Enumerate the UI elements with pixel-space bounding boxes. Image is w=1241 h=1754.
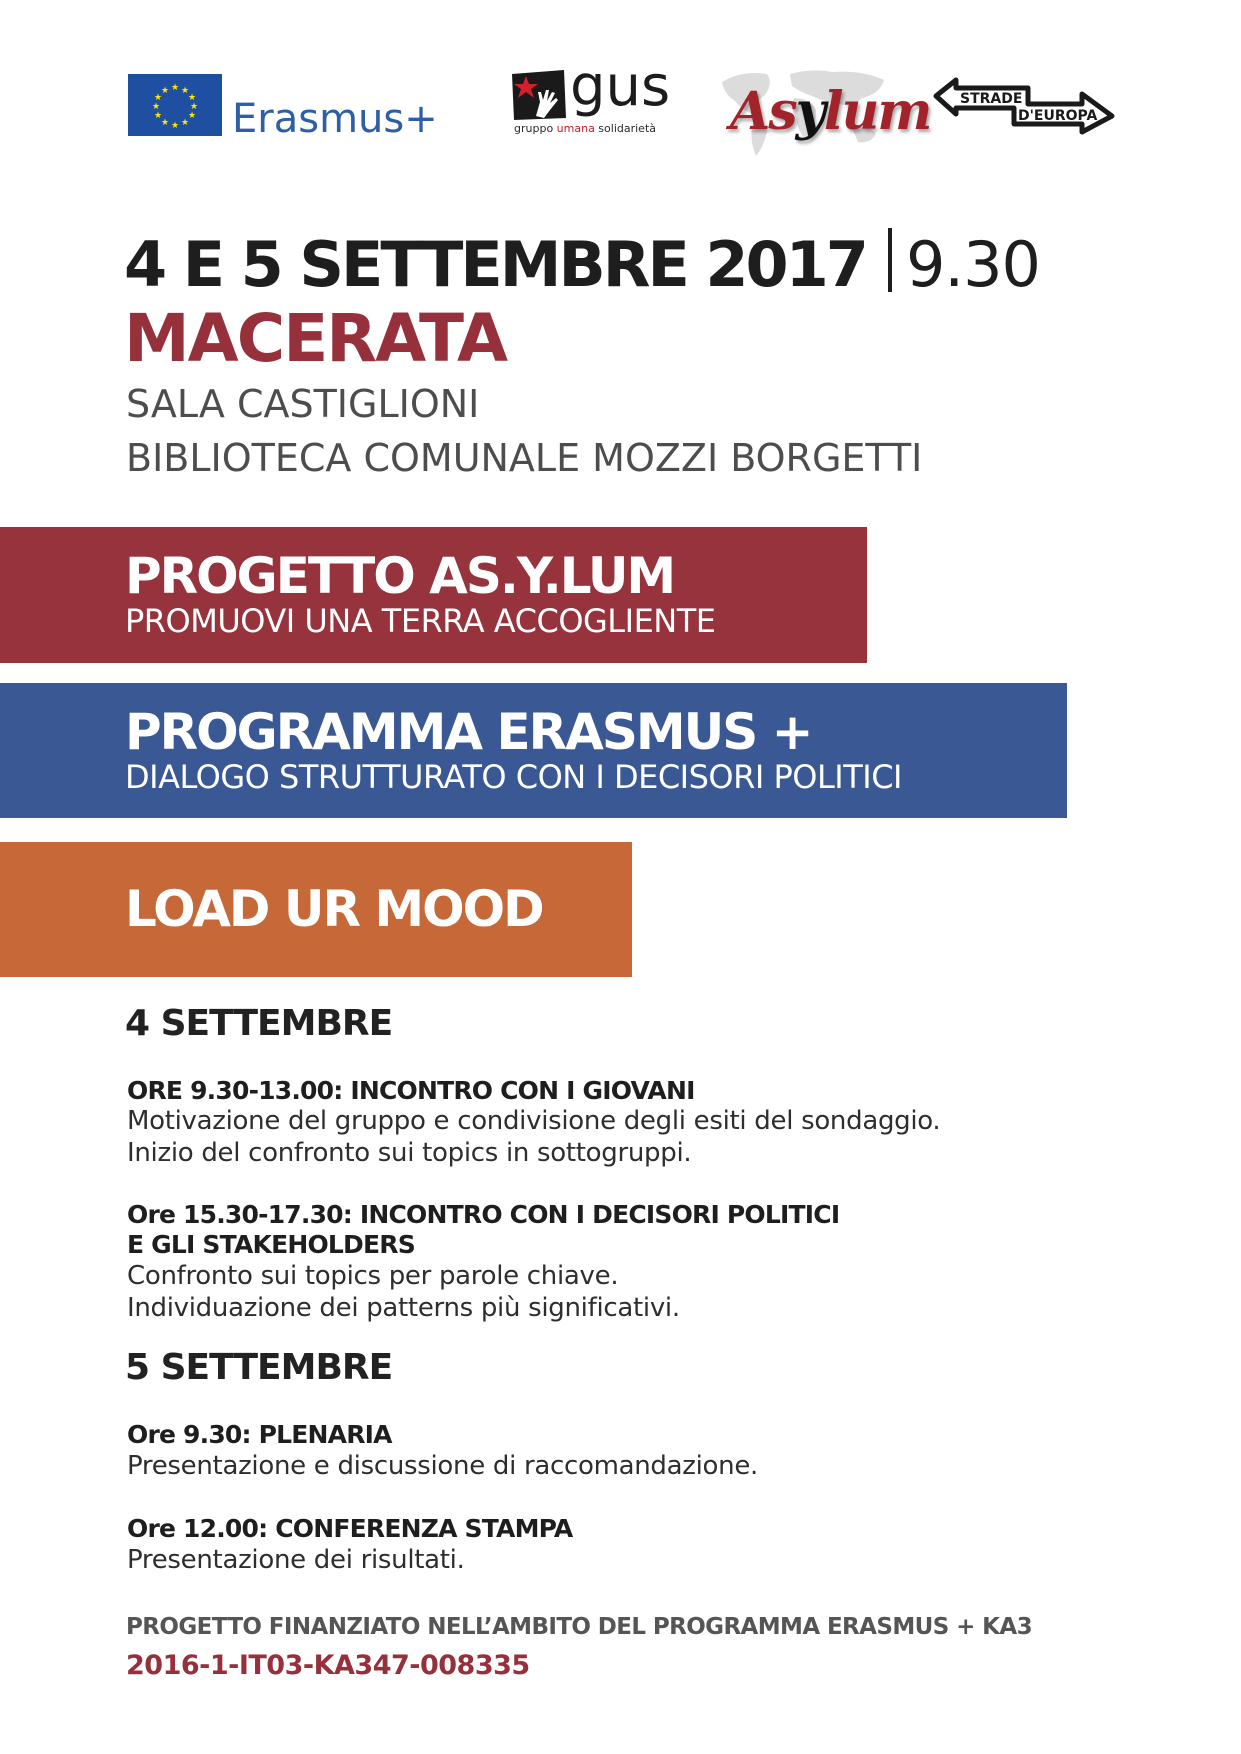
svg-text:D'EUROPA: D'EUROPA [1018,108,1098,124]
eu-flag-icon [128,74,222,136]
svg-text:★: ★ [180,117,190,127]
band-title: LOAD UR MOOD [125,880,543,938]
band-title: PROGETTO AS.Y.LUM [125,547,675,605]
day-heading-4-settembre: 4 SETTEMBRE [125,1003,393,1044]
event-city: MACERATA [124,300,507,377]
slot-description: Motivazione del gruppo e condivisione degli esiti del sondaggio. [127,1106,941,1136]
erasmus-plus-label: Erasmus+ [232,96,438,142]
svg-text:★: ★ [153,92,163,102]
slot-description: Inizio del confronto sui topics in sottogruppi. [127,1138,692,1168]
svg-text:★: ★ [189,101,199,111]
venue-library: BIBLIOTECA COMUNALE MOZZI BORGETTI [126,436,923,480]
day-heading-5-settembre: 5 SETTEMBRE [125,1347,393,1388]
svg-text:STRADE: STRADE [960,91,1023,107]
event-time: 9.30 [905,228,1040,301]
funding-notice: PROGETTO FINANZIATO NELL’AMBITO DEL PROGRAMMA ERASMUS + KA3 [126,1614,1032,1640]
gus-wordmark: gus [570,54,671,119]
svg-text:★: ★ [153,110,163,120]
separator-bar [888,228,892,292]
double-arrow-icon [932,74,1117,136]
band-title: PROGRAMMA ERASMUS + [125,703,812,761]
band-progetto-asylum [0,527,867,663]
slot-title: ORE 9.30-13.00: INCONTRO CON I GIOVANI [127,1076,695,1105]
svg-text:★: ★ [170,82,180,92]
slot-title: Ore 9.30: PLENARIA [127,1420,392,1449]
svg-text:★: ★ [160,85,170,95]
asylum-wordmark: Asylum [730,81,931,142]
svg-text:★: ★ [160,117,170,127]
project-code: 2016-1-IT03-KA347-008335 [126,1650,530,1681]
slot-description: Confronto sui topics per parole chiave. [127,1261,619,1291]
slot-description: Presentazione e discussione di raccomandazione. [127,1451,758,1481]
gus-logo [510,54,671,140]
gus-subtitle: gruppo umana solidarietà [514,122,657,135]
slot-title: Ore 12.00: CONFERENZA STAMPA [127,1514,573,1543]
svg-text:★: ★ [180,85,190,95]
slot-description: Presentazione dei risultati. [127,1545,465,1575]
event-date-time [124,228,1040,301]
slot-description: Individuazione dei patterns più significativi. [127,1293,680,1323]
strade-deuropa-logo [932,74,1117,136]
slot-title: Ore 15.30-17.30: INCONTRO CON I DECISORI POLITICI [127,1200,840,1229]
band-programma-erasmus [0,683,1067,818]
svg-text:★: ★ [170,120,180,130]
band-subtitle: PROMUOVI UNA TERRA ACCOGLIENTE [125,602,716,640]
gus-flag-hand-icon [510,70,568,120]
slot-title-continued: E GLI STAKEHOLDERS [127,1230,415,1259]
svg-text:★: ★ [151,101,161,111]
svg-text:★: ★ [187,92,197,102]
band-subtitle: DIALOGO STRUTTURATO CON I DECISORI POLITICI [125,758,902,796]
event-dates: 4 E 5 SETTEMBRE 2017 [124,228,866,301]
venue-room: SALA CASTIGLIONI [126,382,480,426]
svg-text:★: ★ [187,110,197,120]
asylum-logo [712,62,931,162]
band-load-ur-mood [0,842,632,977]
erasmus-plus-logo [128,74,443,140]
